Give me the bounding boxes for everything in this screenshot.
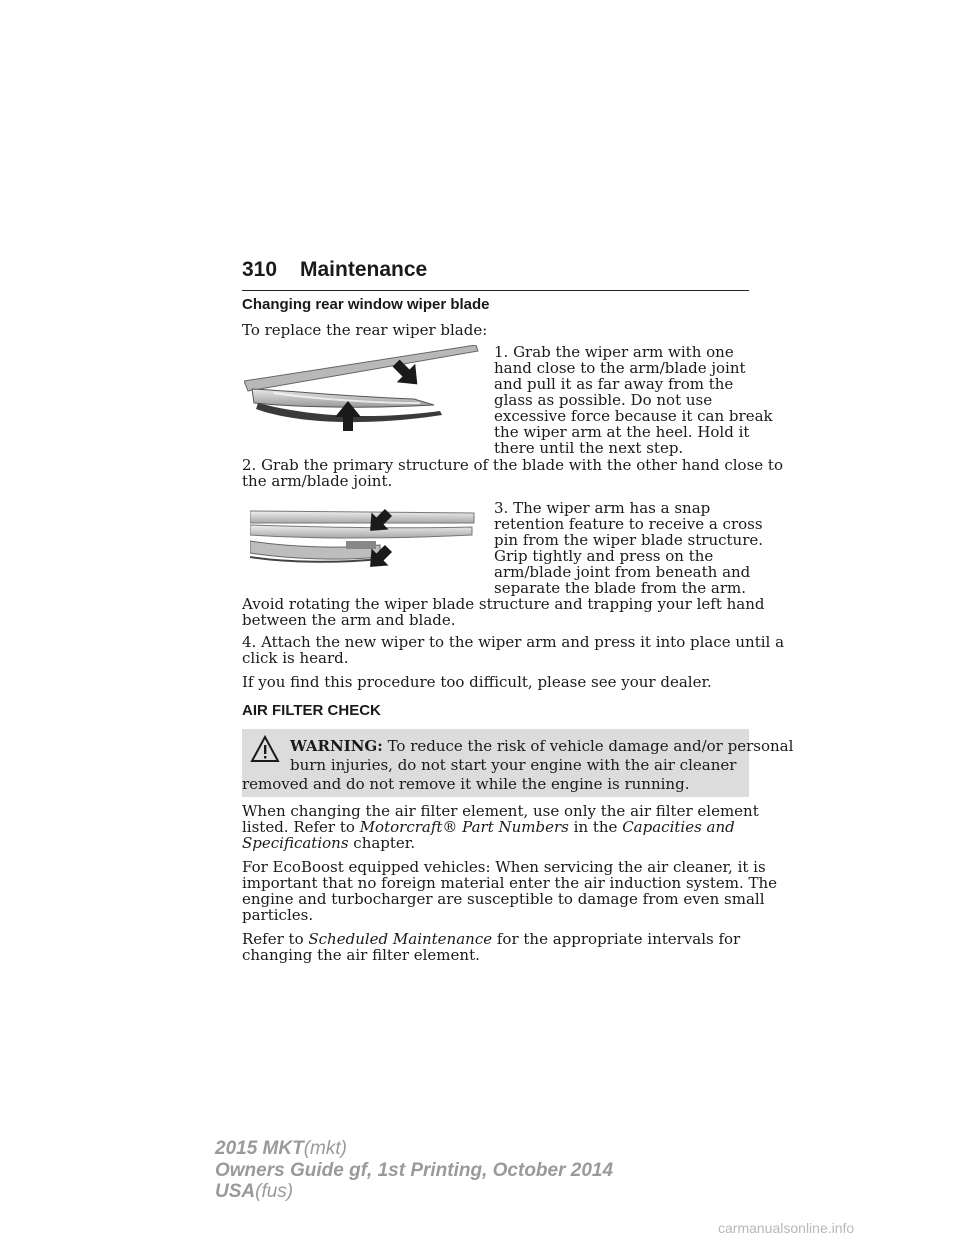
step2-line1: 2. Grab the primary structure of the blade with the other hand close to	[242, 456, 783, 474]
step3-cont-line1: Avoid rotating the wiper blade structure and trapping your left hand	[242, 595, 765, 613]
dealer-note: If you find this procedure too difficult, please see your dealer.	[242, 673, 712, 691]
air-filter-p1-line1: When changing the air filter element, use only the air filter element	[242, 802, 759, 820]
wiper-joint-illustration	[250, 505, 478, 573]
schedule-line1: Refer to Scheduled Maintenance for the appropriate intervals for	[242, 930, 741, 948]
footer-guide: Owners Guide gf, 1st Printing, October 2014	[215, 1160, 614, 1181]
page-header	[242, 256, 749, 291]
section-title: Maintenance	[300, 258, 428, 281]
part-numbers-ref: Motorcraft® Part Numbers	[359, 818, 569, 836]
air-filter-p1-line3: Specifications chapter.	[242, 834, 416, 852]
warning-triangle-icon	[250, 735, 280, 763]
intro-text: To replace the rear wiper blade:	[242, 321, 488, 339]
ecoboost-line2: important that no foreign material enter the air induction system. The	[242, 874, 778, 892]
warning-box	[242, 729, 794, 797]
schedule-line2: changing the air filter element.	[242, 946, 480, 964]
step4-line2: click is heard.	[242, 649, 349, 667]
wiper-arm-illustration	[244, 345, 484, 433]
step3-cont-line2: between the arm and blade.	[242, 611, 456, 629]
air-filter-p1-line2: listed. Refer to Motorcraft® Part Numbers in the Capacities and	[242, 818, 735, 836]
warning-line1: WARNING: To reduce the risk of vehicle damage and/or personal	[290, 737, 794, 755]
subsection-title: Changing rear window wiper blade	[242, 296, 490, 313]
scheduled-maintenance-ref: Scheduled Maintenance	[308, 930, 493, 948]
step4-line1: 4. Attach the new wiper to the wiper arm and press it into place until a	[242, 633, 785, 651]
warning-label: WARNING:	[290, 737, 383, 755]
ecoboost-line1: For EcoBoost equipped vehicles: When servicing the air cleaner, it is	[242, 858, 766, 876]
page-number: 310	[242, 258, 278, 281]
step2-line2: the arm/blade joint.	[242, 472, 393, 490]
step1-text: 1. Grab the wiper arm with one hand close to the arm/blade joint and pull it as far away from the glass as possible. Do not use excessive force because it can break the wiper arm at the heel. Hold it there until the next step.	[494, 343, 773, 457]
footer-region: USA(fus)	[215, 1181, 294, 1202]
warning-line2: burn injuries, do not start your engine with the air cleaner	[290, 756, 737, 774]
capacities-ref: Capacities and	[622, 818, 735, 836]
air-filter-heading: AIR FILTER CHECK	[242, 702, 381, 719]
ecoboost-line4: particles.	[242, 906, 314, 924]
ecoboost-line3: engine and turbocharger are susceptible to damage from even small	[242, 890, 765, 908]
step3-text: 3. The wiper arm has a snap retention feature to receive a cross pin from the wiper blade structure. Grip tightly and press on the arm/blade joint from beneath and separate the blade from the arm.	[494, 499, 764, 597]
warning-line3: removed and do not remove it while the engine is running.	[242, 775, 690, 793]
watermark: carmanualsonline.info	[718, 1220, 855, 1236]
footer-model: 2015 MKT(mkt)	[215, 1138, 347, 1159]
